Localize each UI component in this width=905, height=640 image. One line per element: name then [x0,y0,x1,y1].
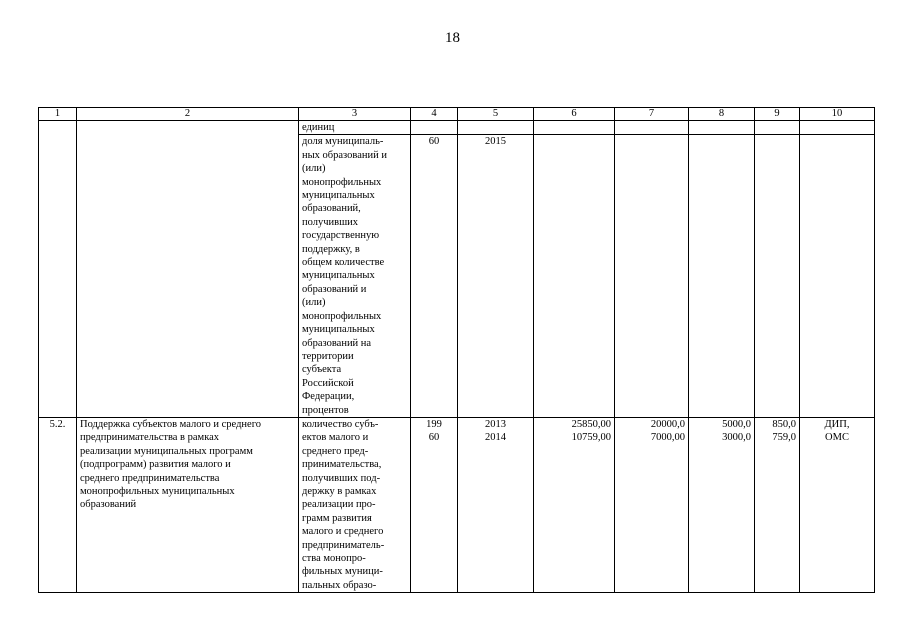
header-row [39,108,875,121]
header-col-9: 9 [755,108,800,121]
header-col-4: 4 [411,108,458,121]
funding-local-cell: 850,0 759,0 [755,417,800,592]
funding-federal-cell: 20000,0 7000,00 [615,417,689,592]
table-row-continued-a [39,121,875,135]
measure-cell: Поддержка субъектов малого и среднего предпринимательства в рамках реализации муниципальных программ (подпрограмм) развития малого и среднего предпринимательства монопрофильных муниципальных образований [77,417,299,592]
funding-total-cell: 25850,00 10759,00 [534,417,615,592]
cell [39,121,77,418]
cell [755,135,800,418]
cell [615,135,689,418]
header-col-7: 7 [615,108,689,121]
cell [689,135,755,418]
cell [77,121,299,418]
cell [534,135,615,418]
value-cell: 199 60 [411,417,458,592]
cell [755,121,800,135]
header-col-3: 3 [299,108,411,121]
header-col-10: 10 [800,108,875,121]
program-table [38,107,875,593]
cell [615,121,689,135]
cell [800,135,875,418]
value-cell: 60 [411,135,458,418]
header-col-5: 5 [458,108,534,121]
table-row-5-2 [39,417,875,592]
cell [458,121,534,135]
header-col-8: 8 [689,108,755,121]
indicator-cell: количество субъ- ектов малого и среднего пред- принимательства, получивших под- держку в рамках реализации про- грамм развития малого и среднего предприниматель- ства монопро- фильных муници- пальных образо- [299,417,411,592]
year-cell: 2013 2014 [458,417,534,592]
cell [689,121,755,135]
year-cell: 2015 [458,135,534,418]
cell [534,121,615,135]
funding-regional-cell: 5000,0 3000,0 [689,417,755,592]
indicator-cell: доля муниципаль- ных образований и (или) монопрофильных муниципальных образований, получивших государственную поддержку, в общем количестве муниципальных образований и (или) монопрофильных муниципальных образований на территории субъекта Российской Федерации, процентов [299,135,411,418]
executor-cell: ДИП, ОМС [800,417,875,592]
header-col-1: 1 [39,108,77,121]
header-col-2: 2 [77,108,299,121]
indicator-unit-cell: единиц [299,121,411,135]
row-number-cell: 5.2. [39,417,77,592]
page-number: 18 [445,30,460,46]
cell [411,121,458,135]
header-col-6: 6 [534,108,615,121]
cell [800,121,875,135]
